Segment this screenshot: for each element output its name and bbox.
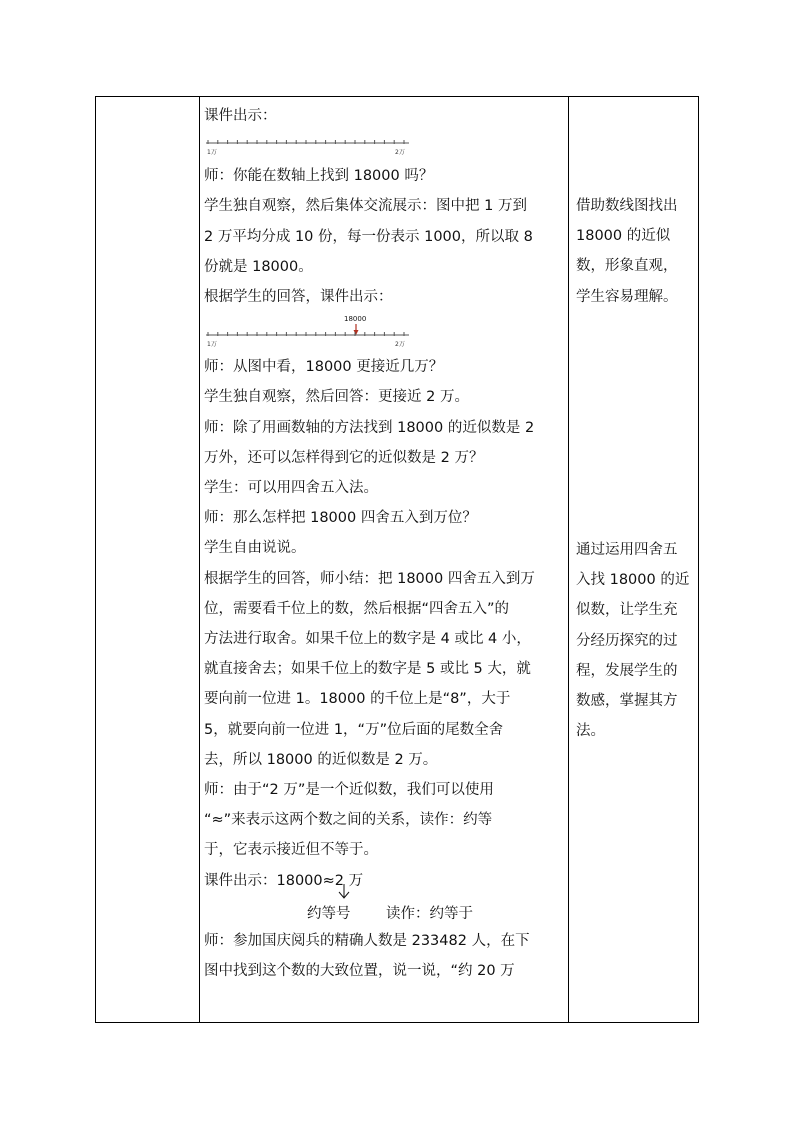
lesson-table xyxy=(95,96,699,1023)
note-line: 法。 xyxy=(576,723,605,740)
axis-right-label: 2万 xyxy=(395,149,405,157)
text-line: 位，需要看千位上的数，然后根据“四舍五入”的 xyxy=(204,600,510,617)
approx-sign-name: 约等号 xyxy=(307,905,351,922)
text-line: 学生：可以用四舍五入法。 xyxy=(204,480,378,497)
text-line: 师：参加国庆阅兵的精确人数是 233482 人，在下 xyxy=(204,932,530,949)
note-line: 18000 的近似 xyxy=(576,228,671,245)
note-line: 程，发展学生的 xyxy=(576,662,678,679)
text-line: 2 万平均分成 10 份，每一份表示 1000，所以取 8 xyxy=(204,228,533,245)
column-divider-left xyxy=(199,97,200,1022)
design-intent-note-2 xyxy=(576,535,698,746)
text-line: 师：那么怎样把 18000 四舍五入到万位？ xyxy=(204,510,477,527)
text-line: 学生自由说说。 xyxy=(204,540,306,557)
text-line: 就直接舍去；如果千位上的数字是 5 或比 5 大，就 xyxy=(204,661,531,678)
number-line-2 xyxy=(204,312,566,352)
axis-right-label: 2万 xyxy=(395,341,405,349)
text-line: 万外，还可以怎样得到它的近似数是 2 万？ xyxy=(204,449,484,466)
note-line: 借助数线图找出 xyxy=(576,198,678,214)
design-intent-note-1 xyxy=(576,191,698,312)
column-divider-right xyxy=(568,97,569,1022)
text-line: 师：从图中看，18000 更接近几万？ xyxy=(204,359,444,376)
text-line: 师：由于“2 万”是一个近似数，我们可以使用 xyxy=(204,782,494,799)
text-line: 师：除了用画数轴的方法找到 18000 的近似数是 2 xyxy=(204,419,535,436)
text-line: 去，所以 18000 的近似数是 2 万。 xyxy=(204,751,438,768)
approx-sign-reading: 读作：约等于 xyxy=(386,905,473,922)
annotation-arrow xyxy=(337,884,351,900)
axis-left-label: 1万 xyxy=(207,149,217,157)
text-line: 师：你能在数轴上找到 18000 吗？ xyxy=(204,168,434,185)
text-line: 方法进行取舍。如果千位上的数字是 4 或比 4 小， xyxy=(204,631,531,648)
note-line: 分经历探究的过 xyxy=(576,632,678,649)
note-line: 学生容易理解。 xyxy=(576,288,678,305)
number-line-1 xyxy=(204,131,566,161)
approx-sign-annotation xyxy=(204,896,566,926)
text-line: 要向前一位进 1。18000 的千位上是“8”，大于 xyxy=(204,691,511,708)
note-line: 似数，让学生充 xyxy=(576,602,678,619)
text-line: 根据学生的回答，课件出示： xyxy=(204,289,393,306)
note-line: 通过运用四舍五 xyxy=(576,542,678,558)
note-line: 数感，掌握其方 xyxy=(576,693,678,710)
text-line: 课件出示：18000≈2 万 xyxy=(204,872,364,889)
text-line: 根据学生的回答，师小结：把 18000 四舍五入到万 xyxy=(204,570,535,587)
text-line: “≈”来表示这两个数之间的关系，读作：约等 xyxy=(204,812,493,829)
axis-left-label: 1万 xyxy=(207,341,217,349)
text-line: 课件出示： xyxy=(204,108,277,124)
text-line: 5，就要向前一位进 1，“万”位后面的尾数全舍 xyxy=(204,721,504,738)
text-line: 学生独自观察，然后回答：更接近 2 万。 xyxy=(204,389,469,406)
note-line: 数，形象直观， xyxy=(576,258,678,275)
marker-label: 18000 xyxy=(344,315,367,324)
text-line: 于，它表示接近但不等于。 xyxy=(204,842,378,859)
text-line: 份就是 18000。 xyxy=(204,258,313,275)
teaching-process-column xyxy=(204,101,566,986)
text-line: 学生独自观察，然后集体交流展示：图中把 1 万到 xyxy=(204,198,527,215)
text-line: 图中找到这个数的大致位置，说一说，“约 20 万 xyxy=(204,963,515,980)
note-line: 入找 18000 的近 xyxy=(576,572,690,589)
